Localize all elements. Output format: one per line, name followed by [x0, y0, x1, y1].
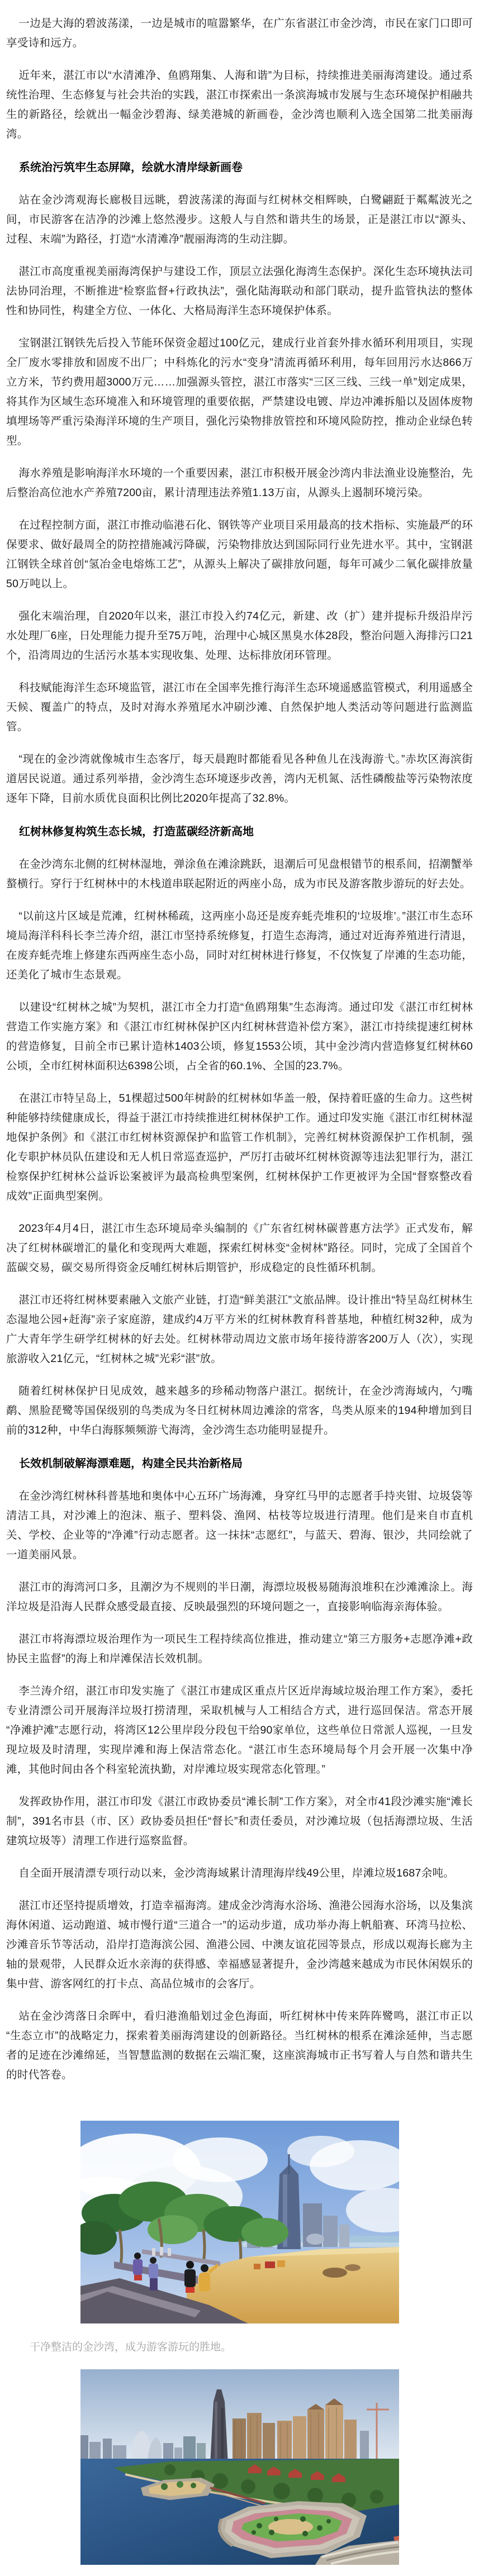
paragraph: 湛江市还将红树林要素融入文旅产业链，打造“鲜美湛江”文旅品牌。设计推出“特呈岛红树林生态湿地公园+赶海”亲子家庭游，建成约4万平方米的红树林教育科普基地，种植红树32种，成为广大青年学生研学红树林的好去处。红树林带动周边文旅市场年接待游客200万人（次），实现旅游收入21亿元，“红树林之城”光彩“湛”放。 — [6, 1294, 473, 1365]
paragraph: 一边是大海的碧波荡漾，一边是城市的喧嚣繁华，在广东省湛江市金沙湾，市民在家门口即可享受诗和远方。 — [6, 17, 473, 49]
beach-photo-illustration — [80, 2121, 399, 2323]
section-heading: 红树林修复构筑生态长城，打造蓝碳经济新高地 — [19, 826, 254, 838]
paragraph: “以前这片区域是荒滩，红树林稀疏，这两座小岛还是废弃蚝壳堆积的‘垃圾堆’。”湛江市生态环境局海洋科科长李兰涛介绍，湛江市坚持系统修复，打造生态海湾，通过对近海养殖进行清退，在废弃蚝壳堆上修建东西两座生态小岛，同时对红树林进行修复，不仅恢复了岸滩的生态功能，还美化了城市生态景观。 — [6, 910, 473, 981]
paragraph: 近年来，湛江市以“水清滩净、鱼鸥翔集、人海和谐”为目标，持续推进美丽海湾建设。通过系统性治理、生态修复与社会共治的实践，湛江市探索出一条滨海城市发展与生态环境保护相融共生的新路径，绘就出一幅金沙碧海、绿美港城的新画卷，金沙湾也顺利入选全国第二批美丽海湾。 — [6, 69, 473, 140]
paragraph: 海水养殖是影响海洋水环境的一个重要因素，湛江市积极开展金沙湾内非法渔业设施整治，先后整治高位池水产养殖7200亩，累计清理违法养殖1.13万亩，从源头上遏制环境污染。 — [6, 467, 473, 499]
beach-photo — [80, 2121, 399, 2323]
section-heading: 系统治污筑牢生态屏障，绘就水清岸绿新画卷 — [19, 161, 243, 174]
paragraph: 在金沙湾东北侧的红树林湿地，弹涂鱼在滩涂跳跃，退潮后可见盘根错节的根系间，招潮蟹举螯横行。穿行于红树林中的木栈道串联起附近的两座小岛，成为市民及游客散步游玩的好去处。 — [6, 858, 473, 890]
paragraph: 湛江市的海湾河口多，且潮汐为不规则的半日潮，海漂垃圾极易随海浪堆积在沙滩滩涂上。海洋垃圾是沿海人民群众感受最直接、反映最强烈的环境问题之一，直接影响临海亲海体验。 — [6, 1581, 473, 1613]
aerial-bay-illustration — [80, 2369, 399, 2565]
paragraph: 自全面开展清漂专项行动以来，金沙湾海域累计清理海岸线49公里，岸滩垃圾1687余吨。 — [18, 1867, 455, 1879]
paragraph: 湛江市将海漂垃圾治理作为一项民生工程持续高位推进，推动建立“第三方服务+志愿净滩+政协民主监督”的海上和岸滩保洁长效机制。 — [6, 1633, 473, 1665]
paragraph: “现在的金沙湾就像城市生态客厅，每天晨跑时都能看见各种鱼儿在浅海游弋。”赤坎区海滨街道居民说道。通过系列举措，金沙湾生态环境逐步改善，湾内无机氮、活性磷酸盐等污染物浓度逐年下降，目前水质优良面积比例比2020年提高了32.8%。 — [6, 753, 473, 804]
paragraph: 发挥政协作用，湛江市印发《湛江市政协委员“滩长制”工作方案》，对全市41段沙滩实施“滩长制”，391名市县（市、区）政协委员担任“督长”和责任委员，对沙滩垃圾（包括海漂垃圾、生活建筑垃圾等）清理工作进行巡察监督。 — [6, 1796, 473, 1847]
aerial-bay-photo — [80, 2369, 399, 2565]
paragraph: 站在金沙湾观海长廊极目远眺，碧波荡漾的海面与红树林交相辉映，白鹭翩跹于粼粼波光之间，市民游客在洁净的沙滩上悠然漫步。这般人与自然和谐共生的场景，正是湛江市以“源头、过程、末端”为路径，打造“水清滩净”靓丽海湾的生动注脚。 — [6, 194, 473, 245]
paragraph: 随着红树林保护日见成效，越来越多的珍稀动物落户湛江。据统计，在金沙湾海域内，勺嘴鹬、黑脸琵鹭等国保级别的鸟类成为冬日红树林周边滩涂的常客，鸟类从原来的194种增加到目前的312种，中华白海豚频频游弋海湾，金沙湾生态功能明显提升。 — [6, 1385, 473, 1436]
paragraph: 2023年4月4日，湛江市生态环境局牵头编制的《广东省红树林碳普惠方法学》正式发布，解决了红树林碳增汇的量化和变现两大难题，探索红树林变“金树林”路径。同时，完成了全国首个蓝碳交易，碳交易所得资金反哺红树林后期管护，形成稳定的良性循环机制。 — [6, 1222, 473, 1274]
paragraph: 湛江市高度重视美丽海湾保护与建设工作，顶层立法强化海湾生态保护。深化生态环境执法司法协同治理，不断推进“检察监督+行政执法”，强化陆海联动和部门联动，提升监管执法的整体性和协同性，构建全方位、一体化、大格局海洋生态环境保护体系。 — [6, 265, 473, 317]
paragraph: 在金沙湾红树林科普基地和奥体中心五环广场海滩，身穿红马甲的志愿者手持夹钳、垃圾袋等清洁工具，对沙滩上的泡沫、瓶子、塑料袋、渔网、枯枝等垃圾进行清理。他们是来自市直机关、学校、企业等的“净滩”行动志愿者。这一抹抹“志愿红”，与蓝天、碧海、银沙，共同绘就了一道美丽风景。 — [6, 1490, 473, 1561]
paragraph: 在过程控制方面，湛江市推动临港石化、钢铁等产业项目采用最高的技术指标、实施最严的环保要求、做好最周全的防控措施减污降碳，污染物排放达到国际同行业先进水平。其中，宝钢湛江钢铁全球首创“氢冶金电熔炼工艺”，从源头上解决了碳排放问题，每年可减少二氧化碳排放量50万吨以上。 — [6, 519, 473, 590]
paragraph: 以建设“红树林之城”为契机，湛江市全力打造“鱼鸥翔集”生态海湾。通过印发《湛江市红树林营造工作实施方案》和《湛江市红树林保护区内红树林营造补偿方案》，湛江市持续提速红树林的营造修复，目前全市已累计造林1403公顷，修复1553公顷，其中金沙湾内营造修复红树林60公顷，全市红树林面积达6398公顷，占全省的60.1%、全国的23.7%。 — [6, 1001, 473, 1072]
statues — [152, 2247, 171, 2256]
paragraph: 科技赋能海洋生态环境监管，湛江市在全国率先推行海洋生态环境遥感监管模式，利用遥感全天候、覆盖广的特点，及时对海水养殖尾水冲刷沙滩、自然保护地人类活动等问题进行监测监管。 — [6, 682, 473, 733]
paragraph: 在湛江市特呈岛上，51棵超过500年树龄的红树林如华盖一般，保持着旺盛的生命力。这些树种能够持续健康成长，得益于湛江市持续推进红树林保护工作。通过印发实施《湛江市红树林湿地保护条例》和《湛江市红树林资源保护和监管工作机制》，完善红树林资源保护工作机制，强化专职护林员队伍建设和无人机日常巡查巡护，严厉打击破坏红树林资源等违法犯罪行为，湛江检察保护红树林公益诉讼案被评为最高检典型案例，红树林保护工作更被评为全国“督察整改看成效”正面典型案例。 — [6, 1092, 473, 1202]
paragraph: 李兰涛介绍，湛江市印发实施了《湛江市建成区重点片区近岸海域垃圾治理工作方案》，委托专业清漂公司开展海洋垃圾打捞清理，采取机械与人工相结合方式，进行巡回保洁。常态开展“净滩护滩”志愿行动，将湾区12公里岸段分段包干给90家单位，这些单位日常派人巡视，一旦发现垃圾及时清理，实现岸滩和海上保洁常态化。“湛江市生态环境局每个月会开展一次集中净滩，其他时间由各个科室轮流执勤，对岸滩垃圾实现常态化管理。” — [6, 1685, 473, 1775]
paragraph: 站在金沙湾落日余晖中，看归港渔船划过金色海面，听红树林中传来阵阵鹭鸣，湛江市正以“生态立市”的战略定力，探索着美丽海湾建设的创新路径。当红树林的根系在滩涂延伸，当志愿者的足迹在沙滩绵延，当智慧监测的数据在云端汇聚，这座滨海城市正书写着人与自然和谐共生的时代答卷。 — [6, 2010, 473, 2081]
paragraph: 强化末端治理，自2020年以来，湛江市投入约74亿元，新建、改（扩）建并提标升级沿岸污水处理厂6座，日处理能力提升至75万吨，治理中心城区黑臭水体28段，整治问题入海排污口21个，沿湾周边的生活污水基本实现收集、处理、达标排放闭环管理。 — [6, 610, 473, 661]
beach-photo-caption: 干净整洁的金沙湾，成为游客游玩的胜地。 — [30, 2341, 232, 2353]
paragraph: 湛江市还坚持提质增效，打造幸福海湾。建成金沙湾海水浴场、渔港公园海水浴场，以及集滨海休闲道、运动跑道、城市慢行道“三道合一”的运动步道，成功举办海上帆船赛、环湾马拉松、沙滩音乐节等活动，沿岸打造海滨公园、渔港公园、中澳友谊花园等景点，形成以观海长廊为主轴的景观带，人民群众近水亲海的获得感、幸福感显著提升，金沙湾越来越成为市民休闲娱乐的集中营、游客网红的打卡点、高品位城市的会客厅。 — [6, 1899, 473, 1990]
paragraph: 宝钢湛江钢铁先后投入节能环保资金超过100亿元，建成行业首套外排水循环利用项目，实现全厂废水零排放和固废不出厂；中科炼化的污水“变身”清流再循环利用，每年回用污水达866万立方米，节约费用超3000万元……加强源头管控，湛江市落实“三区三线、三线一单”划定成果，将其作为区域生态环境准入和环境管理的重要依据，严禁建设电镀、岸边冲滩拆船以及固体废物填埋场等严重污染海洋环境的生产项目，强化污染物排放管控和环境风险防控，推动企业绿色转型。 — [6, 337, 473, 447]
section-heading: 长效机制破解海漂难题，构建全民共治新格局 — [19, 1458, 243, 1470]
